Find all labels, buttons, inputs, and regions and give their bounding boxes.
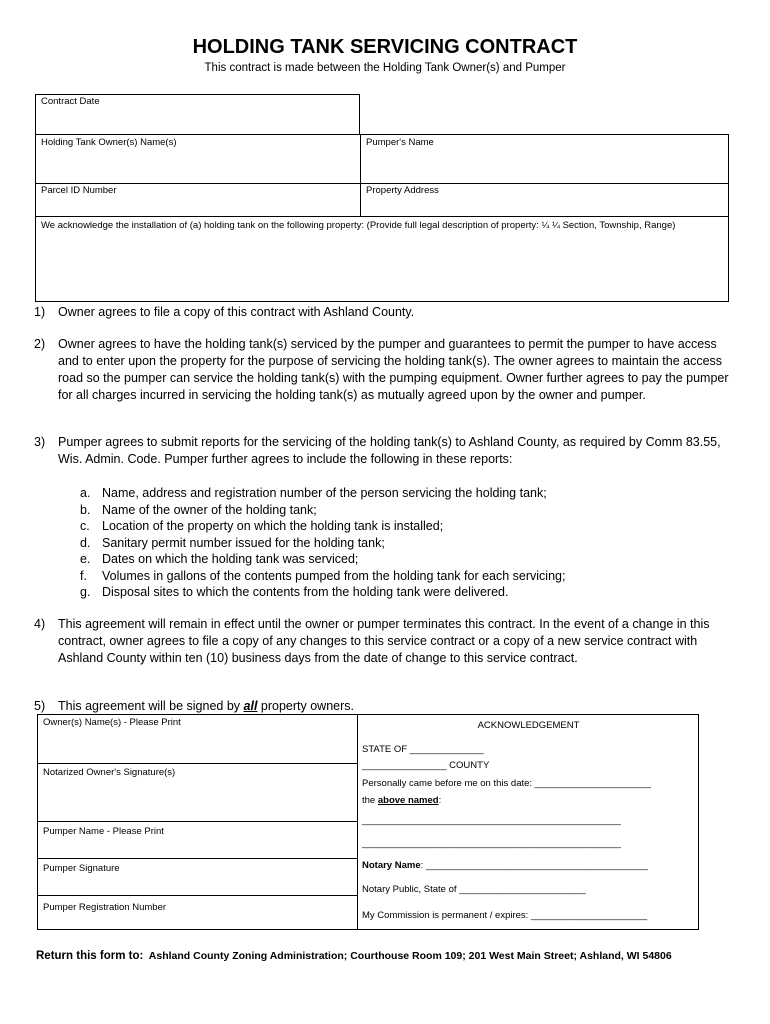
notary-public-line[interactable]: Notary Public, State of ________________________: [362, 884, 586, 895]
return-address-text: Ashland County Zoning Administration; Courthouse Room 109; 201 West Main Street; Ashland, WI 54806: [148, 950, 672, 962]
emphasis-all: all: [243, 699, 258, 713]
parcel-id-label: Parcel ID Number: [41, 185, 117, 196]
acknowledgement-heading: ACKNOWLEDGEMENT: [477, 720, 580, 731]
page-title: HOLDING TANK SERVICING CONTRACT: [192, 36, 578, 58]
pumper-name-label: Pumper's Name: [366, 137, 434, 148]
personally-came-line[interactable]: Personally came before me on this date: ______________________: [362, 778, 651, 789]
list-item: e. Dates on which the holding tank was serviced;: [80, 552, 359, 566]
clause-number: 2): [34, 337, 46, 351]
clause-text: This agreement will remain in effect until the owner or pumper terminates this contract. In the event of a change in this contract, owner agrees to file a copy of any changes to this service contract or a copy of a new service contract with Ashland County within ten (10) business days from the date of change to this service contract.: [58, 617, 710, 665]
pumper-signature-label: Pumper Signature: [43, 863, 120, 874]
clause-text: This agreement will be signed by all property owners.: [58, 699, 354, 713]
list-item: b. Name of the owner of the holding tank;: [80, 502, 317, 517]
above-named-line: the above named:: [362, 795, 442, 806]
clause-number: 1): [34, 305, 46, 319]
commission-line[interactable]: My Commission is permanent / expires: ______________________: [362, 910, 648, 921]
owner-print-label: Owner(s) Name(s) - Please Print: [43, 717, 181, 728]
clause-2: [34, 336, 740, 404]
owner-signature-label: Notarized Owner's Signature(s): [43, 767, 176, 778]
page-subtitle: This contract is made between the Holding Tank Owner(s) and Pumper: [204, 62, 566, 74]
return-address: [36, 950, 672, 962]
property-address-label: Property Address: [366, 185, 439, 196]
clause-text: Owner agrees to file a copy of this contract with Ashland County.: [58, 305, 415, 319]
legal-description-label: We acknowledge the installation of (a) holding tank on the following property: (Provide full legal description of property: ¼ ¼ Section, Township, Range): [41, 220, 676, 231]
report-items-list: [80, 485, 565, 601]
county-line[interactable]: ________________ COUNTY: [362, 760, 490, 771]
list-item: g. Disposal sites to which the contents from the holding tank were delivered.: [80, 585, 509, 599]
blank-line[interactable]: _________________________________________________: [362, 838, 621, 849]
clause-text: Owner agrees to have the holding tank(s) serviced by the pumper and guarantees to permit the pumper to have access and to enter upon the property for the purpose of servicing the holding tank(s). The owner agrees to maintain the access road so the pumper can service the holding tank(s) with the pumping equipment. Owner further agrees to pay the pumper for all charges incurred in servicing the holding tank(s) as mutually agreed upon by the owner and pumper.: [58, 337, 729, 402]
clause-number: 3): [34, 435, 46, 449]
pumper-print-label: Pumper Name - Please Print: [43, 826, 164, 837]
contract-date-label: Contract Date: [41, 96, 100, 107]
list-item: c. Location of the property on which the holding tank is installed;: [80, 519, 444, 533]
clause-4: [34, 616, 740, 667]
pumper-registration-label: Pumper Registration Number: [43, 902, 167, 913]
above-named-emphasis: above named: [377, 795, 439, 806]
clause-number: 5): [34, 699, 46, 713]
return-lead: Return this form to:: [36, 950, 144, 962]
blank-line[interactable]: _________________________________________________: [362, 815, 621, 826]
clause-5: [34, 698, 740, 715]
clause-3: [34, 434, 740, 468]
list-item: f. Volumes in gallons of the contents pumped from the holding tank for each servicing;: [80, 568, 566, 583]
owner-names-label: Holding Tank Owner(s) Name(s): [41, 137, 177, 148]
list-item: a. Name, address and registration number of the person servicing the holding tank;: [80, 486, 547, 500]
clause-1: [34, 304, 740, 321]
notary-name-line[interactable]: Notary Name: __________________________________________: [362, 860, 648, 871]
clause-text: Pumper agrees to submit reports for the servicing of the holding tank(s) to Ashland County, as required by Comm 83.55, Wis. Admin. Code. Pumper further agrees to include the following in these reports:: [58, 435, 721, 466]
list-item: d. Sanitary permit number issued for the holding tank;: [80, 535, 385, 550]
clause-number: 4): [34, 617, 46, 631]
state-of-line[interactable]: STATE OF ______________: [362, 744, 484, 755]
